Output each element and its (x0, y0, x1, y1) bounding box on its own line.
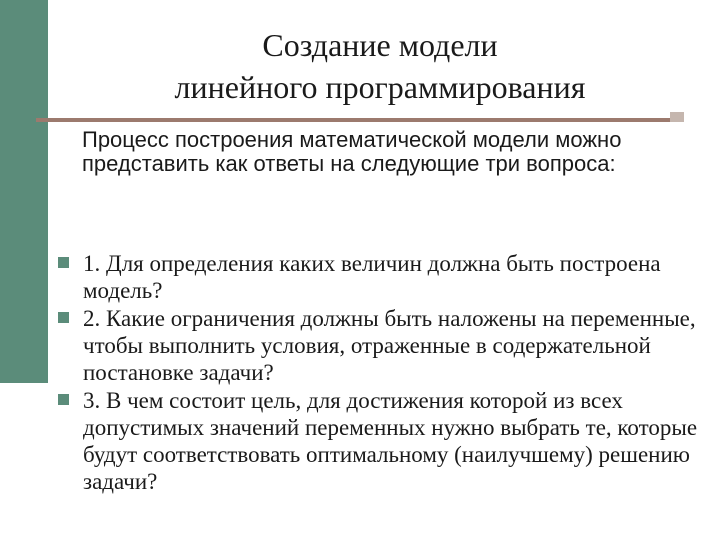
title-line-2: линейного программирования (174, 69, 586, 105)
question-item-3 (58, 387, 703, 495)
title-line-1: Создание модели (262, 27, 498, 63)
square-bullet-icon (58, 394, 69, 405)
question-text-1: 1. Для определения каких величин должна быть построена модель? (83, 251, 661, 303)
question-item-1 (58, 250, 703, 304)
divider-accent-block (670, 112, 684, 122)
question-text-2: 2. Какие ограничения должны быть наложены на переменные, чтобы выполнить условия, отраженные в содержательной постановке задачи? (83, 306, 696, 385)
left-accent-bar (0, 0, 48, 383)
intro-text: Процесс построения математической модели можно представить как ответы на следующие три вопроса: (82, 127, 622, 176)
square-bullet-icon (58, 257, 69, 268)
slide-title (90, 24, 670, 108)
question-text-3: 3. В чем состоит цель, для достижения которой из всех допустимых значений переменных нужно выбрать те, которые будут соответствовать оптимальному (наилучшему) решению задачи? (83, 388, 698, 494)
questions-list (58, 250, 703, 496)
question-item-2 (58, 305, 703, 386)
title-divider-line (36, 118, 684, 122)
square-bullet-icon (58, 312, 69, 323)
